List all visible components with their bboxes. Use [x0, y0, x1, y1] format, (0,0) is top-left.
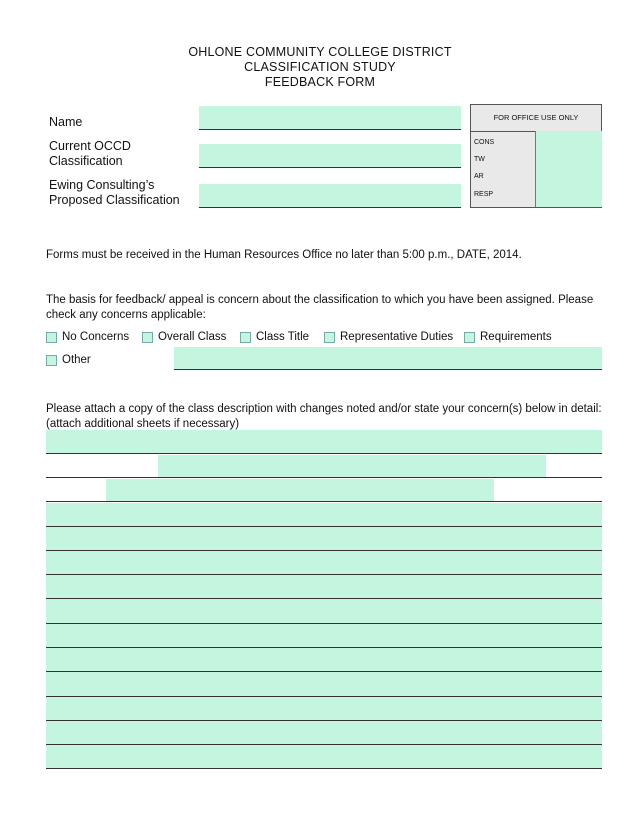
title-district: OHLONE COMMUNITY COLLEGE DISTRICT: [188, 45, 452, 59]
details-band: [158, 455, 546, 477]
checkbox-square[interactable]: [46, 355, 57, 366]
no-concerns-label: No Concerns: [62, 331, 130, 343]
checkbox-square[interactable]: [324, 332, 335, 343]
office-code-resp: RESP: [474, 191, 494, 198]
details-area[interactable]: [46, 430, 602, 770]
details-band: [46, 430, 602, 453]
requirements-label: Requirements: [480, 331, 552, 343]
writing-line: [46, 550, 602, 551]
representative-duties-label: Representative Duties: [340, 331, 454, 343]
current-classification-label-2: Classification: [49, 154, 123, 168]
deadline-text: Forms must be received in the Human Resources Office no later than 5:00 p.m., DATE, 2014.: [46, 249, 522, 261]
checkbox-square[interactable]: [464, 332, 475, 343]
office-use-box: [470, 104, 602, 208]
writing-line: [46, 574, 602, 575]
requirements-checkbox[interactable]: [464, 331, 552, 343]
details-band: [106, 479, 494, 501]
writing-line: [46, 720, 602, 721]
title-study: CLASSIFICATION STUDY: [244, 60, 396, 74]
writing-line: [46, 768, 602, 769]
no-concerns-checkbox[interactable]: [46, 331, 129, 343]
writing-line: [46, 526, 602, 527]
other-field[interactable]: [174, 347, 602, 370]
other-checkbox[interactable]: [46, 354, 91, 366]
basis-text-line1: The basis for feedback/ appeal is concern about the classification to which you have been assigned. Please: [46, 294, 594, 306]
attach-text-line2: (attach additional sheets if necessary): [46, 418, 240, 430]
writing-line: [46, 598, 602, 599]
checkbox-square[interactable]: [142, 332, 153, 343]
office-use-field[interactable]: [535, 131, 602, 207]
proposed-classification-label-2: Proposed Classification: [49, 193, 180, 207]
class-title-label: Class Title: [256, 331, 310, 343]
office-use-title: FOR OFFICE USE ONLY: [471, 105, 601, 132]
writing-line: [46, 744, 602, 745]
office-code-ar: AR: [474, 173, 484, 180]
writing-line: [46, 696, 602, 697]
writing-line: [46, 671, 602, 672]
current-classification-label-1: Current OCCD: [49, 139, 131, 153]
other-label: Other: [62, 354, 91, 366]
name-field[interactable]: [199, 106, 461, 130]
writing-line: [46, 477, 602, 478]
writing-line: [46, 623, 602, 624]
office-code-cons: CONS: [474, 139, 495, 146]
checkbox-square[interactable]: [46, 332, 57, 343]
writing-line: [46, 501, 602, 502]
checkbox-square[interactable]: [240, 332, 251, 343]
details-band: [46, 503, 602, 769]
proposed-classification-label-1: Ewing Consulting’s: [49, 178, 155, 192]
class-title-checkbox[interactable]: [240, 331, 309, 343]
title-form: FEEDBACK FORM: [264, 75, 376, 89]
basis-text-line2: check any concerns applicable:: [46, 309, 206, 321]
representative-duties-checkbox[interactable]: [324, 331, 453, 343]
current-classification-field[interactable]: [199, 144, 461, 168]
attach-text-line1: Please attach a copy of the class description with changes noted and/or state your concern(s) below in detail:: [46, 403, 602, 415]
overall-class-label: Overall Class: [158, 331, 227, 343]
writing-line: [46, 647, 602, 648]
writing-line: [46, 453, 602, 454]
overall-class-checkbox[interactable]: [142, 331, 226, 343]
proposed-classification-field[interactable]: [199, 184, 461, 208]
name-label: Name: [49, 115, 83, 129]
office-code-tw: TW: [474, 156, 485, 163]
